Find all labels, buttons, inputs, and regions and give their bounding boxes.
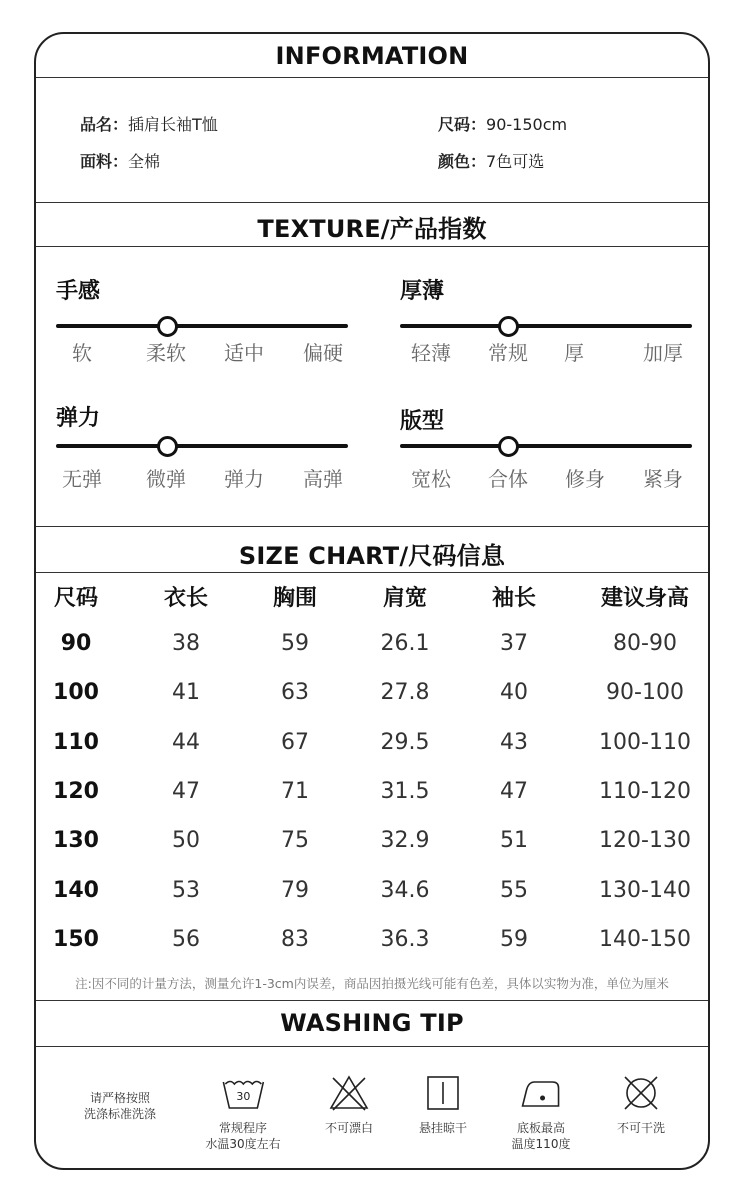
- divider: [36, 77, 708, 78]
- slider-label-fit: 版型: [400, 409, 445, 434]
- slider-label-hand-feel: 手感: [56, 279, 101, 304]
- size-table-cell: 63: [281, 680, 309, 706]
- slider-track-hand-feel: [56, 324, 348, 328]
- washing-intro: [84, 1090, 156, 1122]
- slider-tick: 柔软: [146, 341, 186, 365]
- slider-tick: 加厚: [643, 341, 683, 365]
- size-chart-note: 注:因不同的计量方法，测量允许1-3cm内误差，商品因拍摄光线可能有色差，具体以实物为准，单位为厘米: [75, 976, 669, 991]
- size-table-cell: 41: [172, 680, 200, 706]
- size-table-cell: 40: [500, 680, 528, 706]
- product-size: [438, 112, 567, 135]
- slider-knob-elasticity: [157, 436, 178, 457]
- size-table-cell: 75: [281, 828, 309, 854]
- size-table-cell: 53: [172, 877, 200, 903]
- size-table-cell: 37: [500, 631, 528, 656]
- product-color-label: 颜色：: [438, 152, 487, 171]
- size-table-size-cell: 130: [53, 828, 99, 854]
- no-bleach-icon: [327, 1074, 371, 1112]
- size-table-cell: 32.9: [380, 828, 430, 854]
- wash-item-tub: [205, 1074, 280, 1152]
- slider-knob-thickness: [498, 316, 519, 337]
- divider: [36, 1046, 708, 1047]
- wash-item-hang-dry: [419, 1074, 467, 1136]
- slider-track-fit: [400, 444, 692, 448]
- hang-dry-icon: [421, 1074, 465, 1112]
- slider-track-thickness: [400, 324, 692, 328]
- svg-text:30: 30: [236, 1090, 250, 1103]
- product-color-value: 7色可选: [486, 152, 545, 171]
- size-table-cell: 34.6: [380, 877, 430, 903]
- size-table-size-cell: 120: [53, 778, 99, 804]
- size-table-cell: 26.1: [380, 631, 430, 656]
- product-size-value: 90-150cm: [486, 115, 568, 134]
- size-table-cell: 27.8: [380, 680, 430, 706]
- product-fabric: [80, 149, 160, 172]
- product-name-label: 品名：: [80, 115, 129, 134]
- slider-knob-hand-feel: [157, 316, 178, 337]
- product-color: [438, 149, 544, 172]
- slider-tick: 宽松: [411, 467, 451, 491]
- size-table-cell: 140-150: [599, 926, 691, 952]
- size-table-cell: 29.5: [380, 729, 430, 755]
- wash-item-text: 常规程序: [218, 1121, 267, 1135]
- size-table-cell: 51: [500, 828, 528, 854]
- size-table-cell: 47: [172, 778, 200, 804]
- size-table-cell: 47: [500, 778, 528, 804]
- divider: [36, 246, 708, 247]
- slider-tick: 高弹: [303, 467, 343, 491]
- size-table-cell: 83: [281, 926, 309, 952]
- slider-tick: 紧身: [643, 467, 683, 491]
- size-table-size-cell: 100: [53, 680, 99, 706]
- product-name-value: 插肩长袖T恤: [128, 115, 218, 134]
- product-size-label: 尺码：: [438, 115, 487, 134]
- wash-item-text: 不可干洗: [616, 1121, 666, 1135]
- product-fabric-label: 面料：: [80, 152, 129, 171]
- wash-item-text: 水温30度左右: [205, 1137, 281, 1151]
- size-table-header: 尺码: [53, 586, 99, 611]
- size-chart-title: SIZE CHART/尺码信息: [238, 542, 506, 570]
- wash-item-text: 不可漂白: [324, 1121, 374, 1135]
- size-table-size-cell: 110: [53, 729, 99, 755]
- wash-item-text: 温度110度: [511, 1137, 571, 1151]
- divider: [36, 572, 708, 573]
- size-table-cell: 59: [281, 631, 309, 656]
- size-table-cell: 31.5: [380, 778, 430, 804]
- size-table-header: 衣长: [163, 586, 209, 611]
- slider-tick: 软: [72, 341, 92, 365]
- slider-track-elasticity: [56, 444, 348, 448]
- slider-tick: 微弹: [146, 467, 186, 491]
- texture-title: TEXTURE/产品指数: [257, 215, 487, 243]
- size-table-cell: 110-120: [599, 778, 691, 804]
- size-table-cell: 67: [281, 729, 309, 755]
- washing-tip-title: WASHING TIP: [280, 1009, 464, 1037]
- size-table-header: 建议身高: [600, 586, 690, 611]
- slider-label-thickness: 厚薄: [400, 279, 445, 304]
- slider-tick: 适中: [224, 341, 264, 365]
- wash-tub-30-icon: [221, 1074, 265, 1112]
- size-table-cell: 79: [281, 877, 309, 903]
- size-table-cell: 56: [172, 926, 200, 952]
- wash-item-iron: [512, 1074, 571, 1152]
- divider: [36, 1000, 708, 1001]
- wash-item-text: 底板最高: [516, 1121, 565, 1135]
- size-table-cell: 100-110: [599, 729, 691, 755]
- size-table-size-cell: 90: [60, 631, 92, 656]
- wash-item-no-dry-clean: [617, 1074, 665, 1136]
- slider-tick: 修身: [565, 467, 605, 491]
- slider-tick: 弹力: [224, 467, 264, 491]
- size-table-cell: 44: [172, 729, 200, 755]
- size-table-cell: 130-140: [599, 877, 691, 903]
- size-table-header: 袖长: [491, 586, 537, 611]
- iron-icon: [519, 1074, 563, 1112]
- size-table-cell: 59: [500, 926, 528, 952]
- size-table-cell: 71: [281, 778, 309, 804]
- size-table-cell: 50: [172, 828, 200, 854]
- wash-item-no-bleach: [325, 1074, 373, 1136]
- product-info-card: [34, 32, 710, 1170]
- size-table-cell: 38: [172, 631, 200, 656]
- slider-tick: 合体: [488, 467, 528, 491]
- divider: [36, 526, 708, 527]
- size-table-cell: 90-100: [606, 680, 684, 706]
- product-name: [80, 112, 218, 135]
- size-table-cell: 55: [500, 877, 528, 903]
- no-dry-clean-icon: [619, 1074, 663, 1112]
- washing-intro-line1: 请严格按照: [89, 1091, 151, 1105]
- slider-tick: 无弹: [62, 467, 102, 491]
- slider-label-elasticity: 弹力: [56, 406, 101, 431]
- wash-item-text: 悬挂晾干: [418, 1121, 468, 1135]
- slider-tick: 厚: [564, 341, 584, 365]
- slider-tick: 常规: [488, 341, 528, 365]
- size-table-size-cell: 150: [53, 926, 99, 952]
- information-title: INFORMATION: [275, 42, 469, 70]
- size-table-header: 肩宽: [382, 586, 428, 611]
- size-table-cell: 80-90: [613, 631, 677, 656]
- divider: [36, 202, 708, 203]
- size-table-cell: 43: [500, 729, 528, 755]
- washing-intro-line2: 洗涤标准洗涤: [83, 1107, 157, 1121]
- slider-knob-fit: [498, 436, 519, 457]
- size-table-cell: 36.3: [380, 926, 430, 952]
- slider-tick: 轻薄: [411, 341, 451, 365]
- size-table-cell: 120-130: [599, 828, 691, 854]
- product-fabric-value: 全棉: [128, 152, 161, 171]
- size-table-header: 胸围: [272, 586, 318, 611]
- slider-tick: 偏硬: [303, 341, 343, 365]
- size-table-size-cell: 140: [53, 877, 99, 903]
